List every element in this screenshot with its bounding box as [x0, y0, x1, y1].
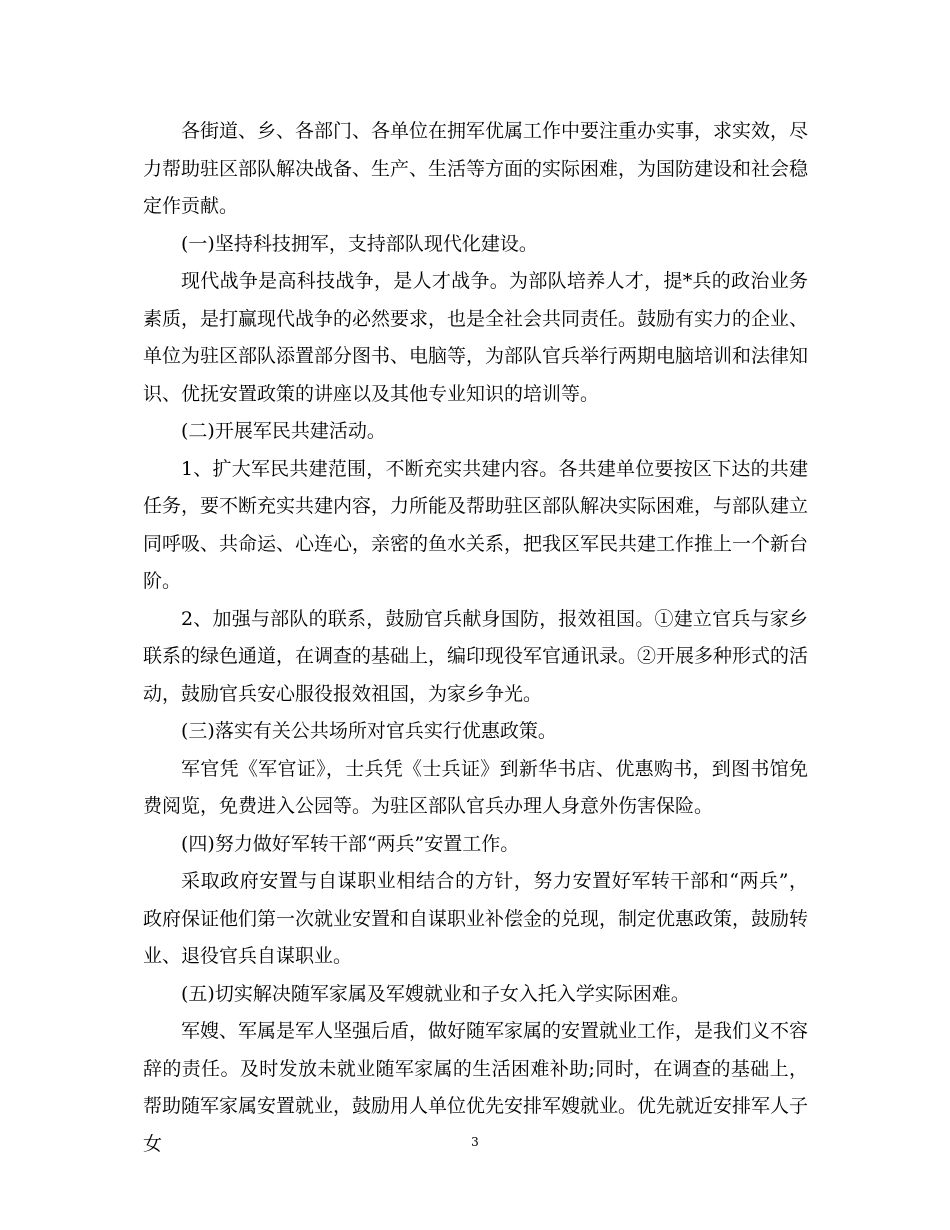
section-heading: (一)坚持科技拥军，支持部队现代化建设。: [181, 232, 538, 255]
paragraph: 各街道、乡、各部门、各单位在拥军优属工作中要注重办实事，求实效，尽力帮助驻区部队解决战备、生产、生活等方面的实际困难，为国防建设和社会稳定作贡献。: [143, 120, 809, 217]
paragraph: 军官凭《军官证》，士兵凭《士兵证》到新华书店、优惠购书，到图书馆免费阅览，免费进入公园等。为驻区部队官兵办理人身意外伤害保险。: [143, 757, 808, 817]
paragraph: 现代战争是高科技战争，是人才战争。为部队培养人才，提*兵的政治业务素质，是打赢现代战争的必然要求，也是全社会共同责任。鼓励有实力的企业、单位为驻区部队添置部分图书、电脑等，为部队官兵举行两期电脑培训和法律知识、优抚安置政策的讲座以及其他专业知识的培训等。: [143, 270, 809, 405]
section-heading: (五)切实解决随军家属及军嫂就业和子女入托入学实际困难。: [181, 982, 690, 1005]
document-body: [143, 113, 808, 1163]
section-heading: (二)开展军民共建活动。: [181, 420, 386, 442]
paragraph: 2、加强与部队的联系，鼓励官兵献身国防，报效祖国。①建立官兵与家乡联系的绿色通道，在调查的基础上，编印现役军官通讯录。②开展多种形式的活动，鼓励官兵安心服役报效祖国，为家乡争光。: [143, 607, 809, 705]
paragraph: 采取政府安置与自谋职业相结合的方针，努力安置好军转干部和“两兵”，政府保证他们第一次就业安置和自谋职业补偿金的兑现，制定优惠政策，鼓励转业、退役官兵自谋职业。: [143, 870, 809, 967]
section-heading: (四)努力做好军转干部“两兵”安置工作。: [181, 832, 520, 855]
paragraph: 军嫂、军属是军人坚强后盾，做好随军家属的安置就业工作，是我们义不容辞的责任。及时发放未就业随军家属的生活困难补助;同时，在调查的基础上，帮助随军家属安置就业，鼓励用人单位优先安排军嫂就业。优先就近安排军人子女: [143, 1020, 809, 1155]
section-heading: (三)落实有关公共场所对官兵实行优惠政策。: [181, 720, 557, 742]
page-number: 3: [471, 1135, 479, 1149]
paragraph: 1、扩大军民共建范围，不断充实共建内容。各共建单位要按区下达的共建任务，要不断充实共建内容，力所能及帮助驻区部队解决实际困难，与部队建立同呼吸、共命运、心连心，亲密的鱼水关系，把我区军民共建工作推上一个新台阶。: [143, 457, 809, 592]
